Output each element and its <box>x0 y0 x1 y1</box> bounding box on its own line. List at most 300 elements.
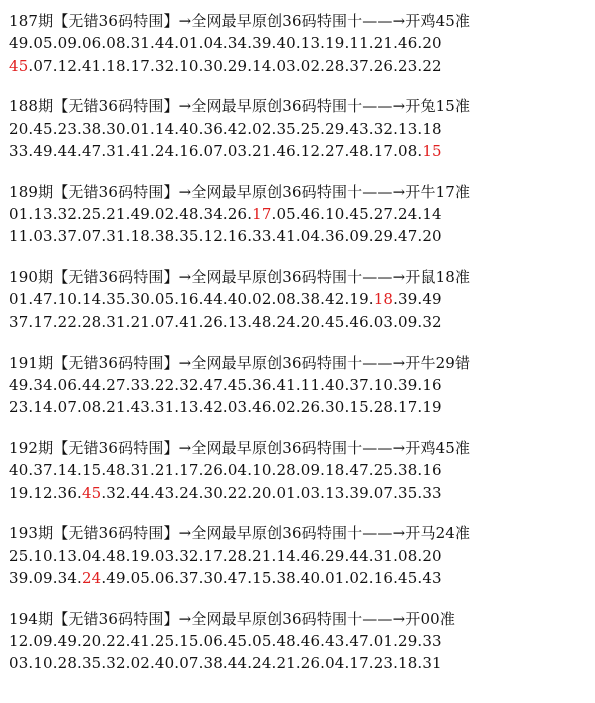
number-cell: 48 <box>106 546 126 565</box>
number-cell: 02 <box>349 568 369 587</box>
number-cell: 16 <box>422 375 442 394</box>
winning-number: 24 <box>81 568 102 587</box>
number-cell: 07 <box>373 483 394 502</box>
number-cell: 03 <box>9 654 29 673</box>
number-cell: 25 <box>154 632 175 651</box>
number-cell: 04 <box>81 546 102 565</box>
number-cell: 17 <box>349 654 369 673</box>
winning-number: 17 <box>252 205 272 224</box>
number-cell: 03 <box>300 483 321 502</box>
number-cell: 35 <box>106 290 126 309</box>
number-cell: 03 <box>33 227 53 246</box>
number-cell: 37 <box>349 375 369 394</box>
number-cell: 27 <box>373 205 394 224</box>
number-cell: 46 <box>398 34 418 53</box>
number-cell: 47 <box>203 375 223 394</box>
number-cell: 30 <box>203 56 223 75</box>
number-cell: 28 <box>81 312 102 331</box>
number-cell: 25 <box>373 461 394 480</box>
number-cell: 15 <box>81 461 102 480</box>
number-cell: 49 <box>130 205 150 224</box>
number-cell: 37 <box>57 227 78 246</box>
number-cell: 28 <box>325 56 345 75</box>
number-cell: 14 <box>252 56 272 75</box>
number-cell: 32 <box>179 375 199 394</box>
winning-number: 18 <box>373 290 394 309</box>
number-cell: 29 <box>398 632 418 651</box>
number-cell: 13 <box>179 398 199 417</box>
number-cell: 01 <box>130 119 150 138</box>
number-cell: 14 <box>33 398 53 417</box>
number-cell: 40 <box>276 34 296 53</box>
number-cell: 41 <box>276 227 296 246</box>
number-cell: 35 <box>276 119 296 138</box>
number-cell: 49 <box>422 290 442 309</box>
number-cell: 24 <box>398 205 418 224</box>
number-cell: 15 <box>179 632 199 651</box>
number-cell: 18 <box>130 227 150 246</box>
number-cell: 04 <box>203 34 223 53</box>
number-cell: 30 <box>130 290 150 309</box>
number-cell: 18 <box>106 56 126 75</box>
number-cell: 07 <box>154 312 175 331</box>
number-cell: 38 <box>276 568 296 587</box>
number-cell: 33 <box>130 375 150 394</box>
number-cell: 05 <box>276 205 296 224</box>
number-cell: 37 <box>179 568 199 587</box>
number-cell: 18 <box>398 654 418 673</box>
number-cell: 13 <box>227 312 248 331</box>
number-cell: 19 <box>9 483 29 502</box>
number-cell: 24 <box>276 312 296 331</box>
number-cell: 29 <box>227 56 248 75</box>
number-cell: 44 <box>203 290 223 309</box>
number-cell: 02 <box>252 290 272 309</box>
number-cell: 02 <box>154 205 175 224</box>
number-cell: 39 <box>9 568 29 587</box>
number-cell: 29 <box>325 119 345 138</box>
period-entry <box>9 437 595 504</box>
winning-number: 45 <box>9 56 29 75</box>
number-cell: 43 <box>349 119 369 138</box>
number-cell: 05 <box>130 568 150 587</box>
number-cell: 30 <box>203 483 223 502</box>
number-cell: 01 <box>276 483 296 502</box>
number-cell: 48 <box>106 461 126 480</box>
number-cell: 24 <box>252 654 272 673</box>
number-cell: 04 <box>325 654 345 673</box>
number-cell: 17 <box>130 56 150 75</box>
number-cell: 37 <box>33 461 53 480</box>
number-cell: 14 <box>276 546 296 565</box>
number-cell: 11 <box>9 227 29 246</box>
number-cell: 26 <box>227 205 248 224</box>
number-cell: 43 <box>422 568 442 587</box>
number-cell: 46 <box>300 546 321 565</box>
number-cell: 38 <box>300 290 321 309</box>
numbers-row-2: 23.14.07.08.21.43.31.13.42.03.46.02.26.30.15.28.17.19 <box>9 398 442 417</box>
period-title: 187期【无错36码特围】→全网最早原创36码特围十——→开鸡45准 <box>9 12 471 30</box>
number-cell: 49 <box>33 141 53 160</box>
number-cell: 12 <box>203 227 223 246</box>
number-cell: 42 <box>227 119 248 138</box>
number-cell: 39 <box>252 34 272 53</box>
number-cell: 07 <box>179 654 199 673</box>
number-cell: 06 <box>154 568 175 587</box>
number-cell: 38 <box>398 461 418 480</box>
number-cell: 20 <box>300 312 321 331</box>
number-cell: 05 <box>154 290 175 309</box>
number-cell: 05 <box>252 632 272 651</box>
number-cell: 30 <box>203 568 223 587</box>
number-cell: 09 <box>33 632 53 651</box>
number-cell: 44 <box>227 654 248 673</box>
number-cell: 24 <box>154 141 175 160</box>
number-cell: 34 <box>57 568 78 587</box>
number-cell: 16 <box>179 290 199 309</box>
number-cell: 45 <box>349 205 369 224</box>
number-cell: 42 <box>203 398 223 417</box>
number-cell: 09 <box>398 312 418 331</box>
number-cell: 49 <box>57 632 78 651</box>
period-title: 194期【无错36码特围】→全网最早原创36码特围十——→开00准 <box>9 609 455 628</box>
period-title: 192期【无错36码特围】→全网最早原创36码特围十——→开鸡45准 <box>9 438 471 457</box>
number-cell: 49 <box>9 375 29 394</box>
number-cell: 07 <box>203 141 223 160</box>
number-cell: 10 <box>57 290 78 309</box>
number-cell: 10 <box>325 205 345 224</box>
number-cell: 47 <box>349 632 369 651</box>
numbers-row-2: 33.49.44.47.31.41.24.16.07.03.21.46.12.27.48.17.08.15 <box>9 141 442 160</box>
period-title: 191期【无错36码特围】→全网最早原创36码特围十——→开牛29错 <box>9 353 471 372</box>
numbers-row-1: 01.13.32.25.21.49.02.48.34.26.17.05.46.10.45.27.24.14 <box>9 205 442 224</box>
number-cell: 07 <box>57 398 78 417</box>
number-cell: 47 <box>227 568 248 587</box>
winning-number: 45 <box>81 483 102 502</box>
number-cell: 32 <box>106 654 126 673</box>
number-cell: 48 <box>252 312 272 331</box>
number-cell: 47 <box>81 141 102 160</box>
number-cell: 40 <box>9 461 29 480</box>
number-cell: 01 <box>9 205 29 224</box>
number-cell: 08 <box>276 290 296 309</box>
number-cell: 43 <box>325 632 345 651</box>
number-cell: 40 <box>325 375 345 394</box>
numbers-row-2: 39.09.34.24.49.05.06.37.30.47.15.38.40.01.02.16.45.43 <box>9 568 442 587</box>
number-cell: 04 <box>227 461 248 480</box>
number-cell: 41 <box>179 312 199 331</box>
number-cell: 23 <box>57 119 78 138</box>
number-cell: 13 <box>398 119 418 138</box>
number-cell: 49 <box>9 34 29 53</box>
number-cell: 19 <box>130 546 150 565</box>
number-cell: 32 <box>422 312 442 331</box>
number-cell: 32 <box>154 56 175 75</box>
number-cell: 47 <box>349 461 369 480</box>
numbers-row-1: 49.34.06.44.27.33.22.32.47.45.36.41.11.40.37.10.39.16 <box>9 375 442 394</box>
number-cell: 32 <box>179 546 199 565</box>
number-cell: 06 <box>203 632 223 651</box>
number-cell: 44 <box>130 483 150 502</box>
number-cell: 13 <box>33 205 53 224</box>
number-cell: 21 <box>276 654 296 673</box>
number-cell: 29 <box>373 227 394 246</box>
number-cell: 08 <box>81 398 102 417</box>
number-cell: 39 <box>398 375 418 394</box>
number-cell: 23 <box>9 398 29 417</box>
number-cell: 41 <box>130 632 150 651</box>
number-cell: 38 <box>81 119 102 138</box>
number-cell: 32 <box>373 119 394 138</box>
numbers-row-2: 03.10.28.35.32.02.40.07.38.44.24.21.26.04.17.23.18.31 <box>9 654 442 673</box>
period-entry <box>9 352 595 419</box>
number-cell: 45 <box>227 375 248 394</box>
number-cell: 31 <box>106 141 126 160</box>
number-cell: 20 <box>9 119 29 138</box>
number-cell: 13 <box>57 546 78 565</box>
number-cell: 19 <box>349 290 369 309</box>
number-cell: 21 <box>252 141 272 160</box>
number-cell: 35 <box>179 227 199 246</box>
number-cell: 43 <box>154 483 175 502</box>
number-cell: 25 <box>300 119 321 138</box>
period-title: 188期【无错36码特围】→全网最早原创36码特围十——→开兔15准 <box>9 97 471 116</box>
number-cell: 26 <box>203 312 223 331</box>
number-cell: 27 <box>325 141 345 160</box>
number-cell: 35 <box>398 483 418 502</box>
number-cell: 18 <box>325 461 345 480</box>
number-cell: 21 <box>130 312 150 331</box>
number-cell: 15 <box>252 568 272 587</box>
number-cell: 23 <box>398 56 418 75</box>
number-cell: 31 <box>154 398 175 417</box>
number-cell: 09 <box>57 34 78 53</box>
number-cell: 39 <box>398 290 418 309</box>
number-cell: 28 <box>57 654 78 673</box>
number-cell: 19 <box>325 34 345 53</box>
number-cell: 40 <box>179 119 199 138</box>
number-cell: 20 <box>81 632 102 651</box>
number-cell: 12 <box>300 141 321 160</box>
number-cell: 21 <box>106 205 126 224</box>
number-cell: 48 <box>349 141 369 160</box>
number-cell: 36 <box>252 375 272 394</box>
number-cell: 06 <box>57 375 78 394</box>
number-cell: 09 <box>33 568 53 587</box>
number-cell: 46 <box>300 632 321 651</box>
number-cell: 04 <box>300 227 321 246</box>
numbers-row-2: 45.07.12.41.18.17.32.10.30.29.14.03.02.28.37.26.23.22 <box>9 56 442 75</box>
number-cell: 33 <box>252 227 272 246</box>
number-cell: 13 <box>325 483 345 502</box>
number-cell: 01 <box>9 290 29 309</box>
number-cell: 25 <box>9 546 29 565</box>
number-cell: 02 <box>130 654 150 673</box>
number-cell: 08 <box>106 34 126 53</box>
numbers-row-1: 12.09.49.20.22.41.25.15.06.45.05.48.46.43.47.01.29.33 <box>9 632 442 651</box>
number-cell: 03 <box>227 141 248 160</box>
number-cell: 34 <box>33 375 53 394</box>
number-cell: 41 <box>81 56 102 75</box>
winning-number: 15 <box>422 141 442 160</box>
number-cell: 16 <box>179 141 199 160</box>
number-cell: 21 <box>106 398 126 417</box>
number-cell: 16 <box>422 461 442 480</box>
number-cell: 31 <box>106 227 126 246</box>
number-cell: 03 <box>227 398 248 417</box>
number-cell: 23 <box>373 654 394 673</box>
number-cell: 44 <box>349 546 369 565</box>
number-cell: 46 <box>349 312 369 331</box>
number-cell: 20 <box>422 546 442 565</box>
number-cell: 34 <box>203 205 223 224</box>
number-cell: 37 <box>9 312 29 331</box>
period-entry <box>9 522 595 589</box>
number-cell: 17 <box>203 546 223 565</box>
number-cell: 32 <box>57 205 78 224</box>
number-cell: 10 <box>179 56 199 75</box>
number-cell: 48 <box>179 205 199 224</box>
number-cell: 28 <box>276 461 296 480</box>
number-cell: 30 <box>106 119 126 138</box>
number-cell: 32 <box>106 483 126 502</box>
number-cell: 22 <box>154 375 175 394</box>
period-title: 193期【无错36码特围】→全网最早原创36码特围十——→开马24准 <box>9 524 471 543</box>
number-cell: 21 <box>373 34 394 53</box>
numbers-row-2: 37.17.22.28.31.21.07.41.26.13.48.24.20.45.46.03.09.32 <box>9 312 442 331</box>
numbers-row-2: 11.03.37.07.31.18.38.35.12.16.33.41.04.36.09.29.47.20 <box>9 227 442 246</box>
number-cell: 26 <box>203 461 223 480</box>
number-cell: 26 <box>300 398 321 417</box>
number-cell: 01 <box>325 568 345 587</box>
number-cell: 12 <box>57 56 78 75</box>
number-cell: 45 <box>33 119 53 138</box>
number-cell: 25 <box>81 205 102 224</box>
numbers-row-1: 25.10.13.04.48.19.03.32.17.28.21.14.46.29.44.31.08.20 <box>9 546 442 565</box>
number-cell: 40 <box>227 290 248 309</box>
number-cell: 28 <box>373 398 394 417</box>
number-cell: 17 <box>33 312 53 331</box>
number-cell: 46 <box>300 205 321 224</box>
number-cell: 14 <box>422 205 442 224</box>
number-cell: 08 <box>398 546 418 565</box>
number-cell: 43 <box>130 398 150 417</box>
numbers-row-1: 20.45.23.38.30.01.14.40.36.42.02.35.25.29.43.32.13.18 <box>9 119 442 138</box>
number-cell: 44 <box>154 34 175 53</box>
number-cell: 11 <box>349 34 369 53</box>
period-title: 190期【无错36码特围】→全网最早原创36码特围十——→开鼠18准 <box>9 268 471 287</box>
number-cell: 37 <box>349 56 369 75</box>
number-cell: 11 <box>300 375 321 394</box>
number-cell: 39 <box>349 483 369 502</box>
number-cell: 38 <box>154 227 175 246</box>
period-entry <box>9 266 595 333</box>
number-cell: 14 <box>154 119 175 138</box>
number-cell: 29 <box>325 546 345 565</box>
period-entry <box>9 181 595 248</box>
number-cell: 06 <box>81 34 102 53</box>
number-cell: 12 <box>33 483 53 502</box>
number-cell: 19 <box>422 398 442 417</box>
number-cell: 40 <box>300 568 321 587</box>
number-cell: 45 <box>325 312 345 331</box>
number-cell: 28 <box>227 546 248 565</box>
numbers-row-1: 40.37.14.15.48.31.21.17.26.04.10.28.09.18.47.25.38.16 <box>9 461 442 480</box>
number-cell: 03 <box>154 546 175 565</box>
number-cell: 36 <box>325 227 345 246</box>
number-cell: 35 <box>81 654 102 673</box>
number-cell: 47 <box>398 227 418 246</box>
number-cell: 10 <box>373 375 394 394</box>
number-cell: 10 <box>252 461 272 480</box>
number-cell: 36 <box>203 119 223 138</box>
number-cell: 17 <box>373 141 394 160</box>
number-cell: 10 <box>33 654 53 673</box>
number-cell: 20 <box>422 227 442 246</box>
number-cell: 01 <box>179 34 199 53</box>
number-cell: 16 <box>227 227 248 246</box>
number-cell: 01 <box>373 632 394 651</box>
number-cell: 26 <box>300 654 321 673</box>
period-entry <box>9 608 595 675</box>
number-cell: 31 <box>130 34 150 53</box>
number-cell: 40 <box>154 654 175 673</box>
number-cell: 07 <box>33 56 53 75</box>
number-cell: 09 <box>349 227 369 246</box>
number-cell: 33 <box>422 483 442 502</box>
number-cell: 27 <box>106 375 126 394</box>
number-cell: 45 <box>398 568 418 587</box>
number-cell: 17 <box>179 461 199 480</box>
number-cell: 22 <box>106 632 126 651</box>
number-cell: 33 <box>9 141 29 160</box>
number-cell: 18 <box>422 119 442 138</box>
numbers-row-1: 49.05.09.06.08.31.44.01.04.34.39.40.13.19.11.21.46.20 <box>9 34 442 53</box>
period-entry <box>9 95 595 162</box>
number-cell: 30 <box>325 398 345 417</box>
number-cell: 08 <box>398 141 418 160</box>
number-cell: 05 <box>33 34 53 53</box>
number-cell: 24 <box>179 483 199 502</box>
number-cell: 44 <box>81 375 102 394</box>
number-cell: 41 <box>276 375 296 394</box>
number-cell: 03 <box>276 56 296 75</box>
number-cell: 20 <box>422 34 442 53</box>
number-cell: 09 <box>300 461 321 480</box>
number-cell: 46 <box>276 141 296 160</box>
number-cell: 34 <box>227 34 248 53</box>
number-cell: 48 <box>276 632 296 651</box>
number-cell: 22 <box>227 483 248 502</box>
number-cell: 31 <box>422 654 442 673</box>
number-cell: 02 <box>276 398 296 417</box>
number-cell: 31 <box>373 546 394 565</box>
number-cell: 17 <box>398 398 418 417</box>
number-cell: 02 <box>252 119 272 138</box>
number-cell: 03 <box>373 312 394 331</box>
number-cell: 13 <box>300 34 321 53</box>
number-cell: 22 <box>57 312 78 331</box>
number-cell: 33 <box>422 632 442 651</box>
number-cell: 36 <box>57 483 78 502</box>
number-cell: 02 <box>300 56 321 75</box>
number-cell: 45 <box>227 632 248 651</box>
number-cell: 26 <box>373 56 394 75</box>
number-cell: 12 <box>9 632 29 651</box>
number-cell: 41 <box>130 141 150 160</box>
number-cell: 44 <box>57 141 78 160</box>
number-cell: 14 <box>57 461 78 480</box>
